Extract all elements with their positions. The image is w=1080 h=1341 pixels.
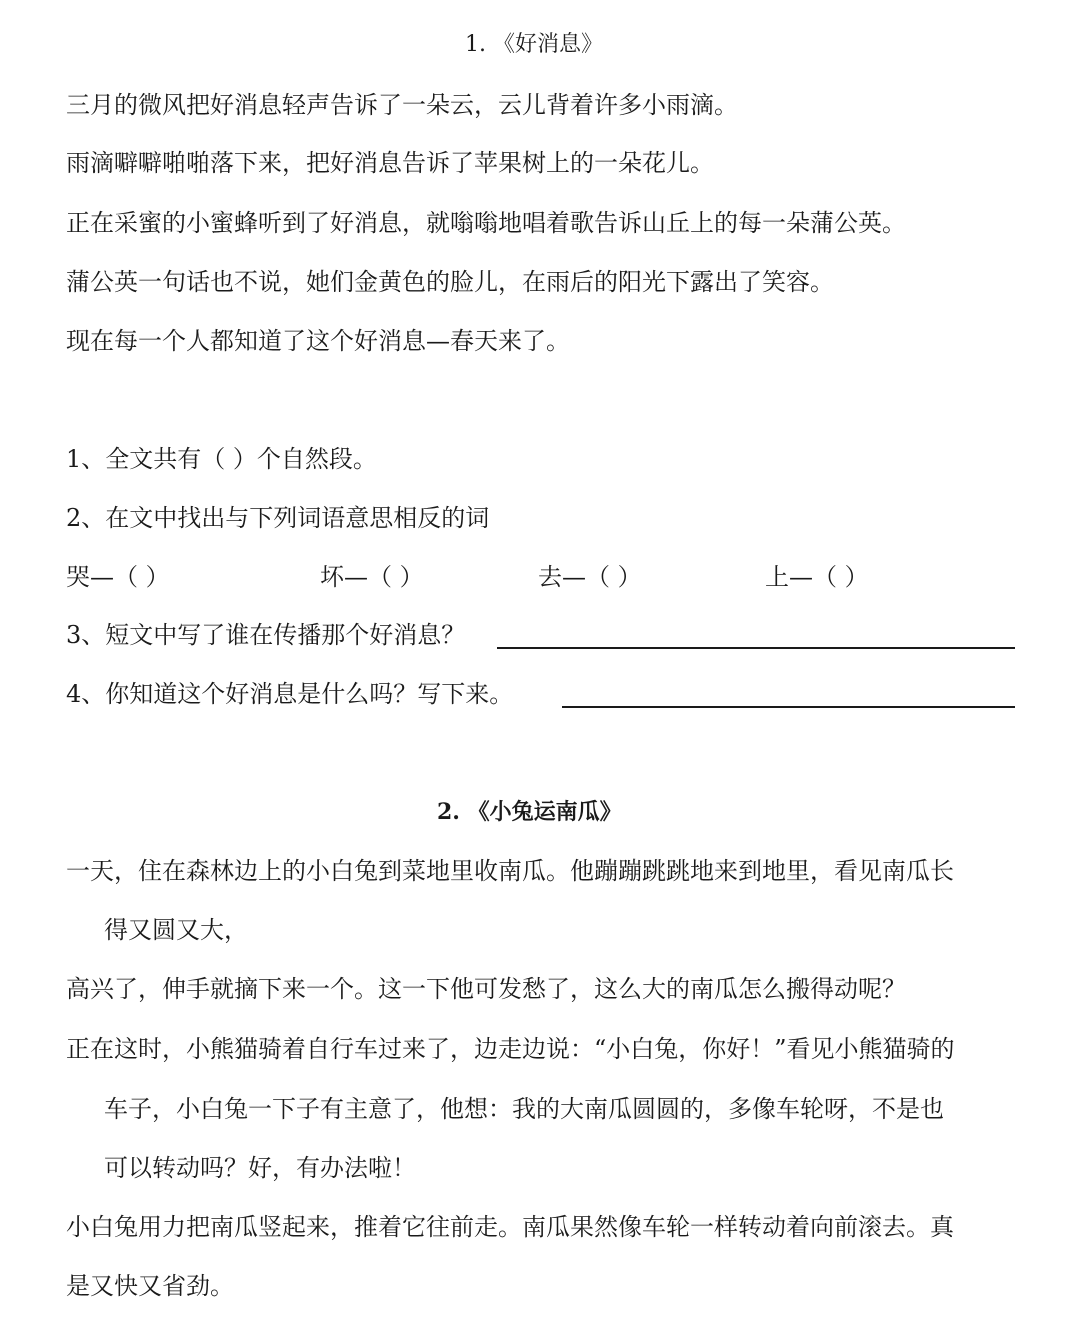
paragraph: 三月的微风把好消息轻声告诉了一朵云，云儿背着许多小雨滴。 [66,91,738,119]
paragraph: 雨滴噼噼啪啪落下来，把好消息告诉了苹果树上的一朵花儿。 [66,149,714,177]
question-3: 3、短文中写了谁在传播那个好消息？ [66,621,466,649]
question-2: 2、在文中找出与下列词语意思相反的词 [66,504,490,532]
answer-line-q4 [562,706,1015,708]
section1-title: 1. 《好消息》 [465,32,603,57]
paragraph: 现在每一个人都知道了这个好消息—春天来了。 [66,327,570,355]
story-line: 一天，住在森林边上的小白兔到菜地里收南瓜。他蹦蹦跳跳地来到地里，看见南瓜长 [66,857,954,885]
story-line: 得又圆又大， [104,916,248,944]
section2-title: 2. 《小兔运南瓜》 [437,799,622,825]
story-line: 正在这时，小熊猫骑着自行车过来了，边走边说：“小白兔，你好！”看见小熊猫骑的 [66,1035,955,1063]
question-1: 1、全文共有（ ）个自然段。 [66,445,377,473]
story-line: 高兴了，伸手就摘下来一个。这一下他可发愁了，这么大的南瓜怎么搬得动呢？ [66,975,906,1003]
antonym-bad: 坏—（ ） [320,563,424,591]
antonym-cry: 哭—（ ） [66,563,170,591]
story-line: 小白兔用力把南瓜竖起来，推着它往前走。南瓜果然像车轮一样转动着向前滚去。真 [66,1213,954,1241]
antonym-go: 去—（ ） [538,563,642,591]
story-line: 可以转动吗？好，有办法啦！ [104,1154,416,1182]
paragraph: 蒲公英一句话也不说，她们金黄色的脸儿，在雨后的阳光下露出了笑容。 [66,268,834,296]
antonym-up: 上—（ ） [765,563,869,591]
answer-line-q3 [497,647,1015,649]
paragraph: 正在采蜜的小蜜蜂听到了好消息，就嗡嗡地唱着歌告诉山丘上的每一朵蒲公英。 [66,209,906,237]
story-line: 是又快又省劲。 [66,1272,234,1300]
question-4: 4、你知道这个好消息是什么吗？写下来。 [66,680,514,708]
story-line: 车子，小白兔一下子有主意了，他想：我的大南瓜圆圆的，多像车轮呀，不是也 [104,1095,944,1123]
